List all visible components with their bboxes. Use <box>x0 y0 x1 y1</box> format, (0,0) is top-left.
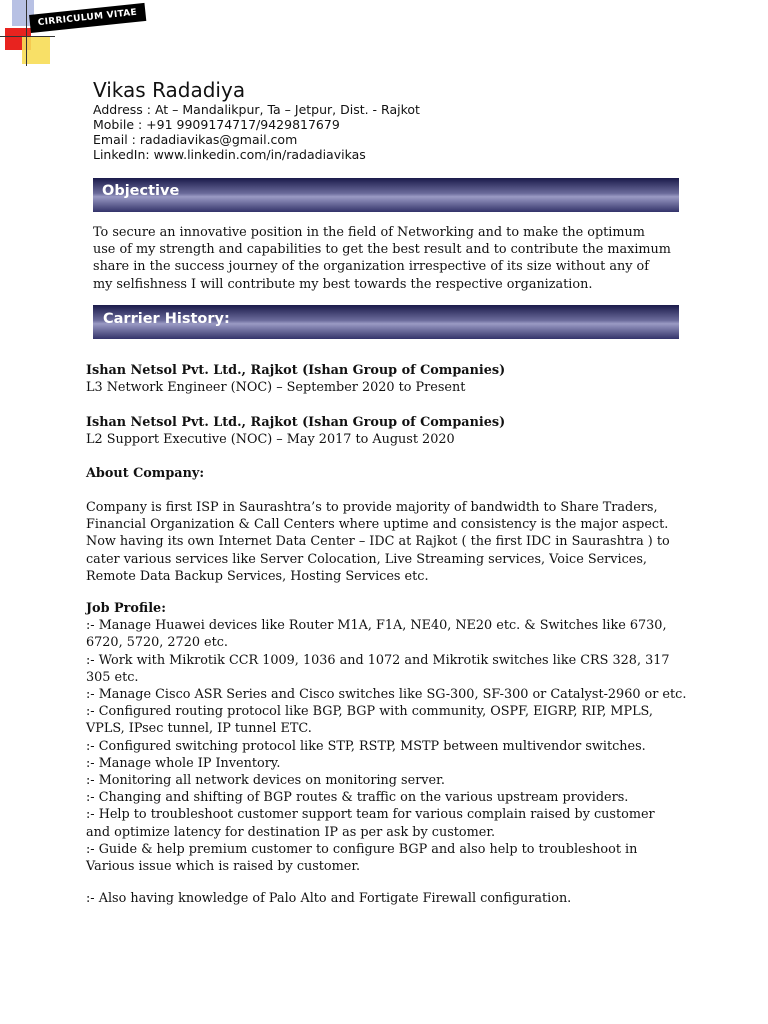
job-company: Ishan Netsol Pvt. Ltd., Rajkot (Ishan Group of Companies) <box>86 415 506 430</box>
job-item-line: 305 etc. <box>86 669 139 685</box>
objective-line: share in the success journey of the organization irrespective of its size without any of <box>93 259 649 275</box>
job-item-line: :- Help to troubleshoot customer support team for various complain raised by customer <box>86 807 655 823</box>
job-item-line: :- Configured routing protocol like BGP, BGP with community, OSPF, EIGRP, RIP, MPLS, <box>86 704 653 720</box>
extra-skill <box>86 890 696 907</box>
about-company-text <box>86 499 696 585</box>
job-profile-item <box>86 686 696 703</box>
job-item-line: :- Changing and shifting of BGP routes & traffic on the various upstream providers. <box>86 790 629 806</box>
mobile-line: Mobile : +91 9909174717/9429817679 <box>93 117 340 132</box>
job-profile-item <box>86 841 696 875</box>
job-item-line: :- Configured switching protocol like STP, RSTP, MSTP between multivendor switches. <box>86 738 646 754</box>
about-line: Company is first ISP in Saurashtra’s to provide majority of bandwidth to Share Traders, <box>86 500 658 515</box>
job-item-line: :- Manage Huawei devices like Router M1A, F1A, NE40, NE20 etc. & Switches like 6730, <box>86 618 667 634</box>
about-line: Financial Organization & Call Centers where uptime and consistency is the major aspect. <box>86 517 669 533</box>
objective-line: use of my strength and capabilities to get the best result and to contribute the maximum <box>93 242 671 258</box>
job-profile-item <box>86 789 696 806</box>
linkedin-line: LinkedIn: www.linkedin.com/in/radadiavikas <box>93 147 366 162</box>
logo-vertical-line <box>26 0 27 66</box>
cv-logo <box>0 0 160 70</box>
job-2 <box>86 414 696 448</box>
job-profile-heading: Job Profile: <box>86 601 166 616</box>
about-line: Now having its own Internet Data Center – IDC at Rajkot ( the first IDC in Saurashtra ) to <box>86 534 670 550</box>
career-history-heading: Carrier History: <box>93 305 679 339</box>
job-item-line: VPLS, IPsec tunnel, IP tunnel ETC. <box>86 721 312 737</box>
job-1 <box>86 362 696 396</box>
job-item-line: :- Work with Mikrotik CCR 1009, 1036 and 1072 and Mikrotik switches like CRS 328, 317 <box>86 652 670 668</box>
job-profile-item <box>86 755 696 772</box>
job-role: L3 Network Engineer (NOC) – September 2020 to Present <box>86 380 466 396</box>
job-item-line: :- Manage whole IP Inventory. <box>86 755 281 771</box>
about-line: Remote Data Backup Services, Hosting Services etc. <box>86 568 429 584</box>
job-item-line: and optimize latency for destination IP as per ask by customer. <box>86 824 496 840</box>
logo-horizontal-line <box>0 36 55 37</box>
objective-heading: Objective <box>93 178 679 212</box>
extra-skill-line: :- Also having knowledge of Palo Alto and Fortigate Firewall configuration. <box>86 891 572 906</box>
objective-line: To secure an innovative position in the field of Networking and to make the optimum <box>93 225 645 240</box>
logo-banner: CIRRICULUM VITAE <box>29 3 146 33</box>
email-line: Email : radadiavikas@gmail.com <box>93 132 298 147</box>
job-company: Ishan Netsol Pvt. Ltd., Rajkot (Ishan Group of Companies) <box>86 363 506 378</box>
objective-line: my selfishness I will contribute my best towards the respective organization. <box>93 276 593 292</box>
job-item-line: :- Guide & help premium customer to configure BGP and also help to troubleshoot in <box>86 841 638 857</box>
about-company-heading <box>86 465 696 482</box>
job-profile <box>86 600 696 875</box>
about-heading: About Company: <box>86 466 205 481</box>
job-item-line: Various issue which is raised by customer. <box>86 859 361 875</box>
contact-block <box>93 78 420 162</box>
job-profile-item <box>86 806 696 840</box>
objective-text <box>93 224 683 293</box>
job-role: L2 Support Executive (NOC) – May 2017 to August 2020 <box>86 432 455 448</box>
job-profile-item <box>86 772 696 789</box>
address-line: Address : At – Mandalikpur, Ta – Jetpur, Dist. - Rajkot <box>93 102 420 117</box>
about-line: cater various services like Server Colocation, Live Streaming services, Voice Services, <box>86 551 648 567</box>
job-item-line: 6720, 5720, 2720 etc. <box>86 635 228 651</box>
job-profile-item <box>86 738 696 755</box>
job-profile-item <box>86 703 696 737</box>
candidate-name: Vikas Radadiya <box>93 78 246 102</box>
job-profile-item <box>86 652 696 686</box>
job-profile-item <box>86 617 696 651</box>
job-item-line: :- Manage Cisco ASR Series and Cisco switches like SG-300, SF-300 or Catalyst-2960 or etc. <box>86 687 687 703</box>
job-item-line: :- Monitoring all network devices on monitoring server. <box>86 773 445 789</box>
